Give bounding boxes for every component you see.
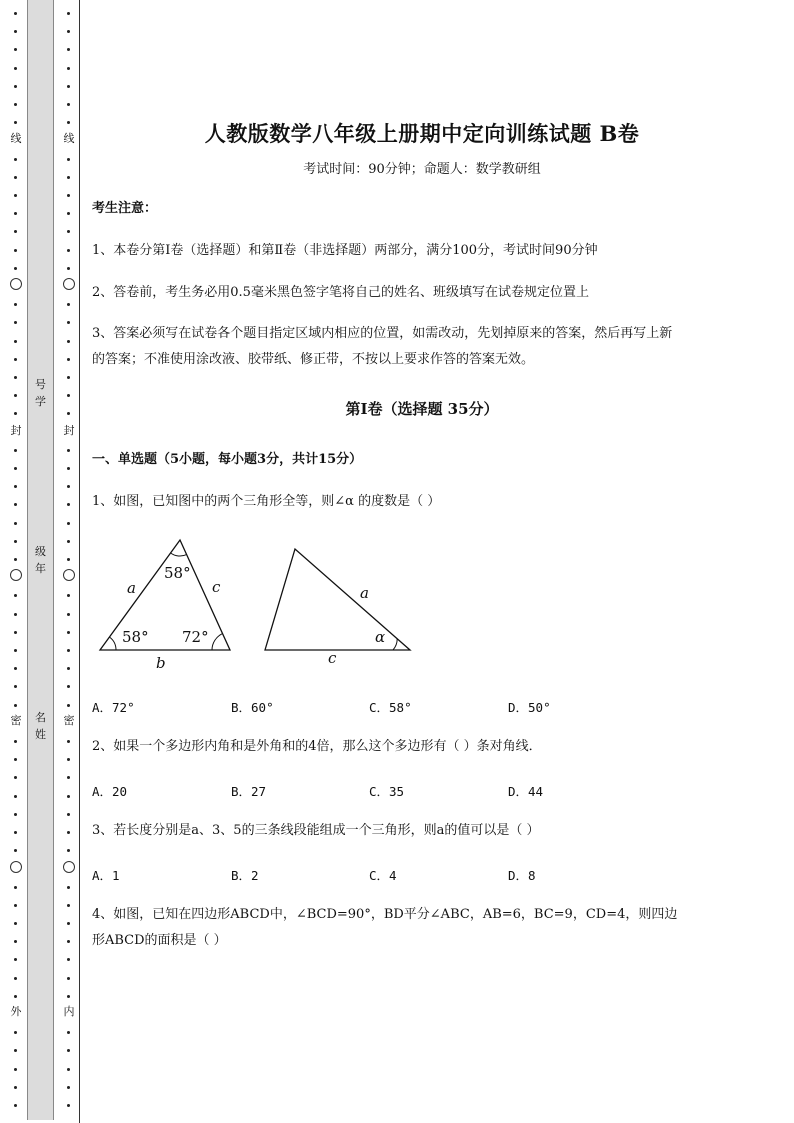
binding-dot bbox=[14, 522, 17, 525]
alpha-angle-arc bbox=[393, 639, 397, 650]
binding-dot bbox=[14, 958, 17, 961]
note-item-3-cont: 的答案；不准使用涂改液、胶带纸、修正带，不按以上要求作答的答案无效。 bbox=[92, 352, 535, 367]
binding-dot bbox=[67, 594, 70, 597]
field-grade-label bbox=[28, 543, 53, 577]
binding-dot bbox=[14, 267, 17, 270]
binding-dot bbox=[14, 485, 17, 488]
outer-marker-mi: 密 bbox=[8, 714, 24, 728]
option-a[interactable]: A．1 bbox=[92, 868, 120, 883]
binding-circle-icon bbox=[10, 278, 22, 290]
binding-dot bbox=[67, 740, 70, 743]
right-triangle bbox=[265, 549, 410, 650]
binding-dot bbox=[67, 522, 70, 525]
field-char: 名 bbox=[35, 711, 46, 724]
binding-dot bbox=[14, 922, 17, 925]
binding-dot bbox=[14, 649, 17, 652]
binding-dot bbox=[67, 704, 70, 707]
side-a-label: a bbox=[127, 579, 136, 597]
binding-dot bbox=[14, 886, 17, 889]
binding-dot bbox=[67, 249, 70, 252]
binding-dot bbox=[14, 940, 17, 943]
binding-dot bbox=[67, 613, 70, 616]
outer-dotted-line bbox=[10, 0, 22, 1123]
binding-dot bbox=[67, 940, 70, 943]
notes-heading: 考生注意： bbox=[92, 201, 158, 216]
binding-dot bbox=[14, 303, 17, 306]
binding-dot bbox=[14, 977, 17, 980]
question-2-stem: 2、如果一个多边形内角和是外角和的4倍，那么这个多边形有（ ）条对角线． bbox=[92, 739, 542, 754]
binding-dot bbox=[67, 1068, 70, 1071]
inner-marker-nei: 内 bbox=[61, 1005, 77, 1019]
binding-dot bbox=[14, 85, 17, 88]
section-title: 第I卷（选择题 35分） bbox=[345, 400, 499, 418]
field-char: 年 bbox=[35, 562, 46, 575]
option-d[interactable]: D．44 bbox=[508, 784, 544, 799]
question-3-options bbox=[92, 866, 752, 886]
binding-dot bbox=[14, 12, 17, 15]
binding-dot bbox=[67, 667, 70, 670]
binding-dot bbox=[14, 1086, 17, 1089]
field-char: 学 bbox=[35, 395, 46, 408]
option-d[interactable]: D．8 bbox=[508, 868, 536, 883]
inner-marker-mi: 密 bbox=[61, 714, 77, 728]
binding-dot bbox=[67, 1104, 70, 1107]
binding-dot bbox=[14, 1031, 17, 1034]
binding-rule-line bbox=[79, 0, 80, 1123]
outer-marker-xian: 线 bbox=[8, 132, 24, 146]
binding-dot bbox=[14, 358, 17, 361]
binding-dot bbox=[67, 12, 70, 15]
binding-dot bbox=[14, 321, 17, 324]
binding-dot bbox=[14, 30, 17, 33]
student-info-strip bbox=[27, 0, 54, 1120]
question-2-options bbox=[92, 782, 752, 802]
binding-dot bbox=[14, 467, 17, 470]
binding-dot bbox=[14, 704, 17, 707]
binding-dot bbox=[14, 849, 17, 852]
option-a[interactable]: A．20 bbox=[92, 784, 128, 799]
top-angle-arc bbox=[171, 553, 187, 556]
binding-circle-icon bbox=[63, 861, 75, 873]
option-c[interactable]: C．58° bbox=[369, 700, 412, 715]
binding-dot bbox=[14, 540, 17, 543]
binding-dot bbox=[14, 376, 17, 379]
inner-marker-xian: 线 bbox=[61, 132, 77, 146]
inner-dotted-line bbox=[63, 0, 75, 1123]
page-title: 人教版数学八年级上册期中定向训练试题 B卷 bbox=[204, 121, 640, 146]
binding-dot bbox=[67, 158, 70, 161]
binding-dot bbox=[14, 176, 17, 179]
binding-dot bbox=[14, 613, 17, 616]
field-name-label bbox=[28, 709, 53, 743]
binding-dot bbox=[14, 776, 17, 779]
note-item-3: 3、答案必须写在试卷各个题目指定区域内相应的位置，如需改动，先划掉原来的答案，然后再写上新 bbox=[92, 326, 673, 341]
binding-dot bbox=[67, 194, 70, 197]
binding-dot bbox=[14, 121, 17, 124]
option-b[interactable]: B．60° bbox=[231, 700, 274, 715]
binding-dot bbox=[14, 449, 17, 452]
binding-dot bbox=[67, 1049, 70, 1052]
binding-circle-icon bbox=[10, 569, 22, 581]
field-char: 级 bbox=[35, 545, 46, 558]
binding-dot bbox=[67, 1086, 70, 1089]
outer-marker-wai: 外 bbox=[8, 1005, 24, 1019]
binding-dot bbox=[14, 212, 17, 215]
binding-dot bbox=[14, 194, 17, 197]
binding-dot bbox=[67, 813, 70, 816]
binding-dot bbox=[14, 394, 17, 397]
binding-dot bbox=[67, 85, 70, 88]
binding-dot bbox=[67, 303, 70, 306]
part-heading: 一、单选题（5小题，每小题3分，共计15分） bbox=[92, 452, 363, 467]
binding-dot bbox=[67, 540, 70, 543]
binding-dot bbox=[14, 158, 17, 161]
binding-dot bbox=[67, 958, 70, 961]
binding-dot bbox=[14, 1104, 17, 1107]
question-1-figure bbox=[92, 532, 422, 674]
binding-dot bbox=[14, 667, 17, 670]
side-b-label: b bbox=[156, 654, 166, 672]
binding-dot bbox=[67, 849, 70, 852]
binding-dot bbox=[14, 103, 17, 106]
field-student-number-label bbox=[28, 376, 53, 410]
binding-dot bbox=[14, 67, 17, 70]
binding-dot bbox=[67, 103, 70, 106]
left-angle-label: 58° bbox=[122, 628, 149, 646]
binding-dot bbox=[67, 995, 70, 998]
binding-dot bbox=[67, 412, 70, 415]
option-a[interactable]: A．72° bbox=[92, 700, 135, 715]
field-char: 姓 bbox=[35, 728, 46, 741]
binding-dot bbox=[14, 1049, 17, 1052]
option-c[interactable]: C．4 bbox=[369, 868, 397, 883]
top-angle-label: 58° bbox=[164, 564, 191, 582]
option-c[interactable]: C．35 bbox=[369, 784, 405, 799]
binding-dot bbox=[67, 776, 70, 779]
binding-dot bbox=[67, 685, 70, 688]
binding-dot bbox=[67, 376, 70, 379]
binding-dot bbox=[14, 249, 17, 252]
binding-dot bbox=[67, 340, 70, 343]
question-4-stem-cont: 形ABCD的面积是（ ） bbox=[92, 933, 227, 948]
binding-dot bbox=[67, 758, 70, 761]
binding-dot bbox=[14, 230, 17, 233]
outer-marker-feng: 封 bbox=[8, 424, 24, 438]
binding-dot bbox=[67, 485, 70, 488]
binding-circle-icon bbox=[10, 861, 22, 873]
binding-dot bbox=[14, 48, 17, 51]
field-char: 号 bbox=[35, 378, 46, 391]
binding-dot bbox=[14, 795, 17, 798]
binding-dot bbox=[14, 685, 17, 688]
binding-dot bbox=[67, 358, 70, 361]
binding-dot bbox=[67, 831, 70, 834]
binding-dot bbox=[67, 503, 70, 506]
binding-dot bbox=[67, 394, 70, 397]
binding-dot bbox=[67, 977, 70, 980]
binding-dot bbox=[67, 449, 70, 452]
binding-dot bbox=[14, 412, 17, 415]
binding-dot bbox=[67, 121, 70, 124]
option-d[interactable]: D．50° bbox=[508, 700, 551, 715]
binding-dot bbox=[14, 904, 17, 907]
question-1-options bbox=[92, 698, 752, 718]
binding-dot bbox=[67, 30, 70, 33]
binding-dot bbox=[14, 1068, 17, 1071]
option-b[interactable]: B．27 bbox=[231, 784, 267, 799]
right-angle-label: 72° bbox=[182, 628, 209, 646]
binding-dot bbox=[67, 321, 70, 324]
binding-dot bbox=[14, 758, 17, 761]
binding-dot bbox=[67, 904, 70, 907]
inner-marker-feng: 封 bbox=[61, 424, 77, 438]
binding-dot bbox=[67, 631, 70, 634]
side-c-label-2: c bbox=[328, 649, 337, 667]
binding-circle-icon bbox=[63, 278, 75, 290]
binding-dot bbox=[14, 340, 17, 343]
note-item-1: 1、本卷分第I卷（选择题）和第Ⅱ卷（非选择题）两部分，满分100分，考试时间90分钟 bbox=[92, 243, 598, 258]
binding-dot bbox=[67, 176, 70, 179]
question-1-stem: 1、如图，已知图中的两个三角形全等，则∠α 的度数是（ ） bbox=[92, 494, 441, 509]
right-angle-arc bbox=[212, 634, 223, 650]
note-item-2: 2、答卷前，考生务必用0.5毫米黑色签字笔将自己的姓名、班级填写在试卷规定位置上 bbox=[92, 285, 589, 300]
option-b[interactable]: B．2 bbox=[231, 868, 259, 883]
exam-subtitle: 考试时间：90分钟；命题人：数学教研组 bbox=[303, 162, 541, 177]
binding-dot bbox=[14, 740, 17, 743]
binding-dot bbox=[67, 795, 70, 798]
binding-dot bbox=[67, 212, 70, 215]
binding-dot bbox=[14, 503, 17, 506]
binding-dot bbox=[14, 558, 17, 561]
binding-dot bbox=[67, 886, 70, 889]
binding-dot bbox=[14, 594, 17, 597]
binding-dot bbox=[67, 230, 70, 233]
binding-dot bbox=[67, 67, 70, 70]
binding-dot bbox=[67, 1031, 70, 1034]
left-angle-arc bbox=[109, 637, 116, 650]
binding-dot bbox=[67, 48, 70, 51]
binding-dot bbox=[14, 831, 17, 834]
binding-dot bbox=[67, 922, 70, 925]
side-c-label: c bbox=[212, 578, 221, 596]
left-triangle bbox=[100, 540, 230, 650]
question-3-stem: 3、若长度分别是a、3、5的三条线段能组成一个三角形，则a的值可以是（ ） bbox=[92, 823, 540, 838]
alpha-label: α bbox=[375, 628, 386, 646]
binding-dot bbox=[67, 558, 70, 561]
side-a-label-2: a bbox=[360, 584, 369, 602]
binding-dot bbox=[67, 467, 70, 470]
binding-dot bbox=[14, 813, 17, 816]
binding-dot bbox=[14, 995, 17, 998]
binding-dot bbox=[14, 631, 17, 634]
binding-dot bbox=[67, 649, 70, 652]
question-4-stem: 4、如图，已知在四边形ABCD中，∠BCD=90°，BD平分∠ABC，AB=6，BC=9，CD=4，则四边 bbox=[92, 907, 678, 922]
binding-circle-icon bbox=[63, 569, 75, 581]
binding-dot bbox=[67, 267, 70, 270]
